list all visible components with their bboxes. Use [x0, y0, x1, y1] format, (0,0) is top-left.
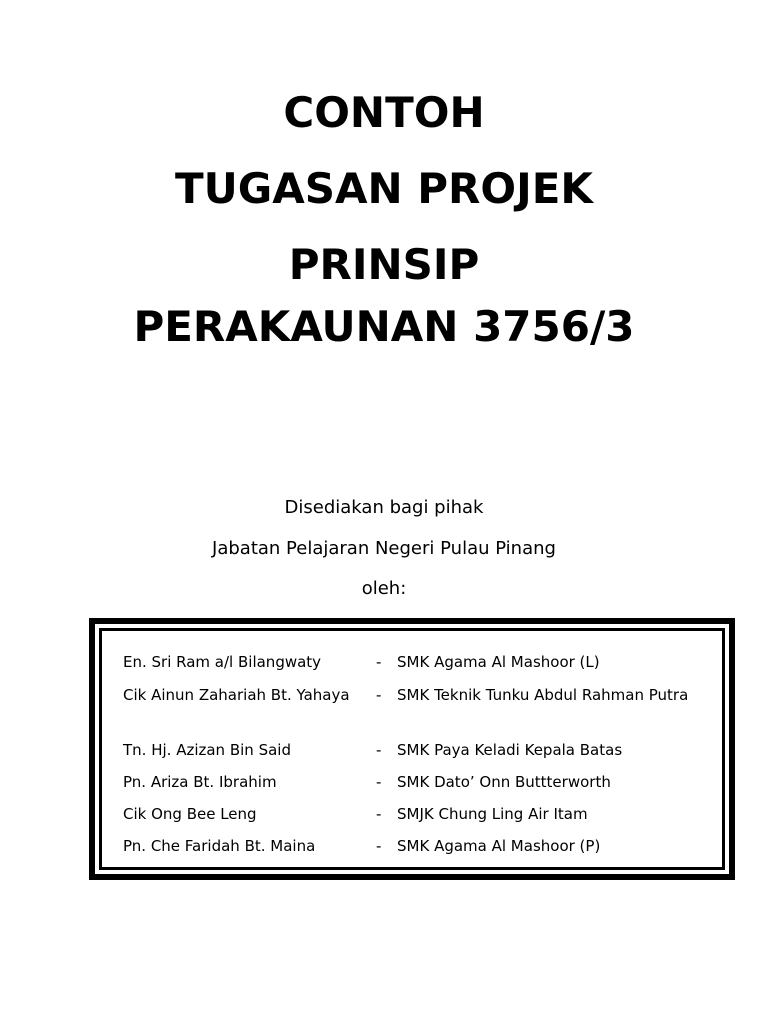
author-separator: -: [376, 805, 382, 823]
author-name: Tn. Hj. Azizan Bin Said: [123, 741, 291, 759]
authors-frame-inner: [99, 628, 725, 870]
author-school: SMK Agama Al Mashoor (L): [397, 653, 600, 671]
author-separator: -: [376, 653, 382, 671]
authors-frame: [89, 618, 735, 880]
author-separator: -: [376, 837, 382, 855]
prepared-line-2: Jabatan Pelajaran Negeri Pulau Pinang: [212, 538, 556, 559]
author-separator: -: [376, 686, 382, 704]
title-line-1: CONTOH: [283, 88, 485, 137]
author-school: SMK Dato’ Onn Buttterworth: [397, 773, 611, 791]
author-name: Cik Ainun Zahariah Bt. Yahaya: [123, 686, 350, 704]
title-line-2: TUGASAN PROJEK: [175, 164, 593, 213]
author-school: SMJK Chung Ling Air Itam: [397, 805, 588, 823]
author-separator: -: [376, 741, 382, 759]
title-line-4: PERAKAUNAN 3756/3: [133, 302, 635, 351]
prepared-line-3: oleh:: [361, 578, 407, 599]
author-school: SMK Teknik Tunku Abdul Rahman Putra: [397, 686, 689, 704]
author-name: Cik Ong Bee Leng: [123, 805, 257, 823]
prepared-line-1: Disediakan bagi pihak: [284, 497, 484, 518]
author-name: En. Sri Ram a/l Bilangwaty: [123, 653, 322, 671]
title-line-3: PRINSIP: [288, 240, 480, 289]
author-name: Pn. Che Faridah Bt. Maina: [123, 837, 316, 855]
author-school: SMK Paya Keladi Kepala Batas: [397, 741, 623, 759]
author-school: SMK Agama Al Mashoor (P): [397, 837, 601, 855]
author-name: Pn. Ariza Bt. Ibrahim: [123, 773, 277, 791]
author-separator: -: [376, 773, 382, 791]
